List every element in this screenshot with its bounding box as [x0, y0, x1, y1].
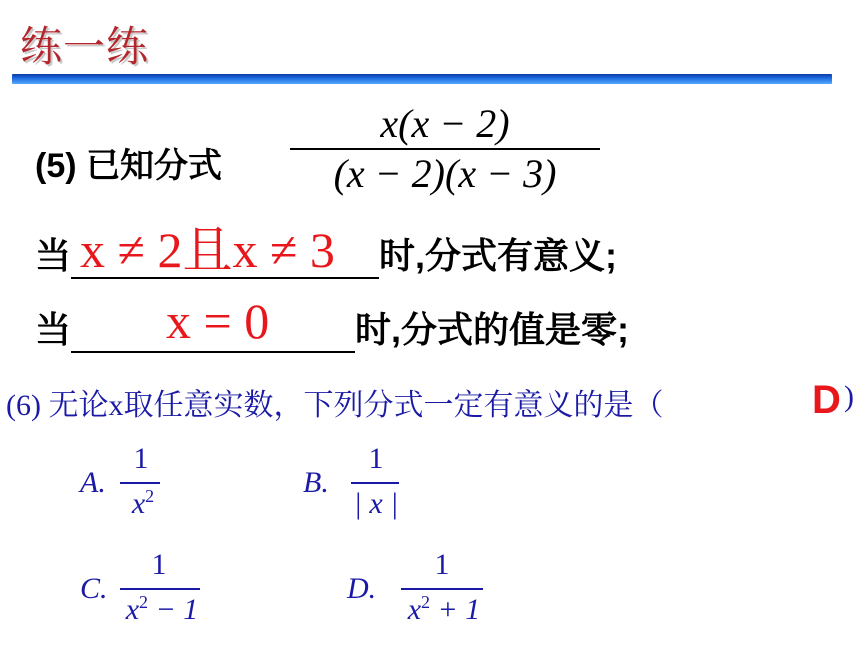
fraction-numerator: x(x − 2) — [380, 101, 510, 146]
option-c — [80, 548, 220, 638]
option-a-bar — [120, 482, 160, 484]
line-1-suffix: 时,分式有意义; — [379, 235, 618, 276]
option-a-letter: A. — [80, 466, 106, 499]
line-1-prefix: 当 — [35, 235, 72, 276]
option-a-denominator: $x^2$ — [131, 486, 155, 520]
slide-title: 练一练 — [20, 22, 150, 71]
option-d-bar — [401, 588, 483, 590]
question-5-fraction — [285, 100, 605, 200]
option-c-bar — [120, 588, 200, 590]
line-2-answer: x = 0 — [166, 293, 270, 349]
option-c-denominator: $x^2 - 1$ — [125, 592, 199, 626]
option-a-numerator: 1 — [133, 442, 149, 475]
option-a — [80, 442, 200, 532]
option-b-denominator: | x | — [353, 487, 399, 520]
option-d-numerator: 1 — [434, 548, 450, 581]
option-b-numerator: 1 — [368, 442, 384, 475]
option-b-bar — [351, 482, 399, 484]
option-d-letter: D. — [347, 572, 377, 605]
question-6-text: (6) 无论x取任意实数，下列分式一定有意义的是（ — [6, 389, 664, 422]
option-d — [347, 548, 487, 638]
line-1-answer: x ≠ 2且x ≠ 3 — [80, 222, 335, 278]
option-c-numerator: 1 — [151, 548, 167, 581]
option-b-letter: B. — [303, 466, 329, 499]
question-6-close-paren: ) — [844, 380, 854, 413]
question-6-answer: D — [812, 378, 841, 422]
option-c-letter: C. — [80, 572, 108, 605]
line-2-suffix: 时,分式的值是零; — [355, 309, 630, 350]
option-b — [303, 442, 423, 532]
fraction-denominator: (x − 2)(x − 3) — [333, 151, 557, 196]
question-5-line-2 — [35, 302, 629, 353]
option-d-denominator: $x^2 + 1$ — [407, 592, 481, 626]
title-divider — [12, 74, 832, 84]
question-5-label: (5) 已知分式 — [35, 147, 222, 185]
line-2-prefix: 当 — [35, 309, 72, 350]
